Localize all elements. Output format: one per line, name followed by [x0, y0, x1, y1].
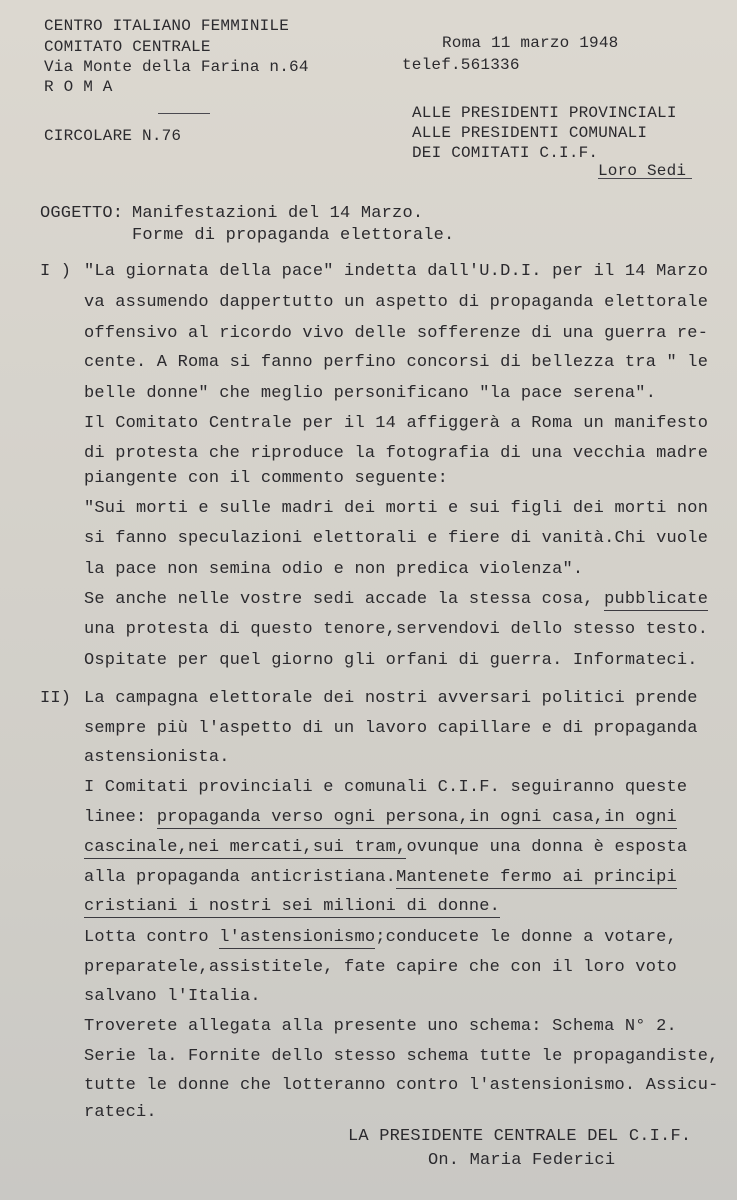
paragraph-line: Ospitate per quel giorno gli orfani di guerra. Informateci.: [84, 651, 698, 670]
paragraph-line: Il Comitato Centrale per il 14 affiggerà a Roma un manifesto: [84, 414, 709, 433]
text-run: ;conducete le donne a votare,: [375, 928, 677, 947]
paragraph-line: preparatele,assistitele, fate capire che con il loro voto: [84, 958, 677, 977]
paragraph-line: [84, 928, 677, 948]
recipient-line: ALLE PRESIDENTI COMUNALI: [412, 124, 648, 142]
paragraph-line: una protesta di questo tenore,servendovi dello stesso testo.: [84, 620, 709, 639]
recipients-location: Loro Sedi: [598, 162, 687, 180]
underlined-text: Mantenete fermo ai principi: [396, 868, 677, 887]
section-number: II): [40, 689, 72, 708]
text-run: alla propaganda anticristiana.: [84, 868, 397, 887]
paragraph-line: [84, 808, 677, 828]
signature-title: LA PRESIDENTE CENTRALE DEL C.I.F.: [348, 1127, 692, 1146]
paragraph-line: astensionista.: [84, 748, 230, 767]
paragraph-line: belle donne" che meglio personificano "la pace serena".: [84, 384, 657, 403]
underlined-text: propaganda verso ogni persona,in ogni casa,in ogni: [156, 808, 677, 827]
text-run: Lotta contro: [84, 928, 220, 947]
paragraph-line: va assumendo dappertutto un aspetto di propaganda elettorale: [84, 293, 709, 312]
circular-number: CIRCOLARE N.76: [44, 127, 182, 145]
address: Via Monte della Farina n.64: [44, 58, 309, 76]
text-run: ovunque una donna è esposta: [406, 838, 688, 857]
paragraph-line: I Comitati provinciali e comunali C.I.F. seguiranno queste: [84, 778, 688, 797]
paragraph-line: salvano l'Italia.: [84, 987, 261, 1006]
subject-label: OGGETTO:: [40, 204, 124, 223]
paragraph-line: di protesta che riproduce la fotografia di una vecchia madre: [84, 444, 709, 463]
section-number: I ): [40, 262, 72, 281]
date-place: Roma 11 marzo 1948: [442, 34, 619, 52]
subject-line: Manifestazioni del 14 Marzo.: [132, 204, 424, 223]
underlined-text: l'astensionismo: [219, 928, 376, 947]
paragraph-line: si fanno speculazioni elettorali e fiere di vanità.Chi vuole: [84, 529, 709, 548]
paragraph-line: la pace non semina odio e non predica violenza".: [84, 560, 584, 579]
divider: [158, 113, 210, 114]
paragraph-line: offensivo al ricordo vivo delle sofferenze di una guerra re-: [84, 324, 709, 343]
paragraph-line: piangente con il commento seguente:: [84, 469, 449, 488]
paragraph-line: Troverete allegata alla presente uno schema: Schema N° 2.: [84, 1017, 677, 1036]
paragraph-line: tutte le donne che lotteranno contro l'astensionismo. Assicu-: [84, 1076, 719, 1095]
underlined-text: cristiani i nostri sei milioni di donne.: [84, 897, 501, 916]
text-run: linee:: [84, 808, 157, 827]
underlined-text: cascinale,nei mercati,sui tram,: [84, 838, 407, 857]
telephone: telef.561336: [402, 56, 520, 74]
paragraph-line: [84, 590, 708, 610]
subject-line: Forme di propaganda elettorale.: [132, 226, 455, 245]
underlined-text: pubblicate: [604, 590, 709, 609]
paragraph-line: cente. A Roma si fanno perfino concorsi di bellezza tra " le: [84, 353, 709, 372]
paragraph-line: sempre più l'aspetto di un lavoro capillare e di propaganda: [84, 719, 698, 738]
paragraph-line: rateci.: [84, 1103, 157, 1122]
committee-name: COMITATO CENTRALE: [44, 38, 211, 56]
paragraph-line: "Sui morti e sulle madri dei morti e sui figli dei morti non: [84, 499, 709, 518]
text-run: Se anche nelle vostre sedi accade la stessa cosa,: [84, 590, 605, 609]
paragraph-line: [84, 838, 687, 858]
paragraph-line: [84, 868, 677, 888]
city: R O M A: [44, 78, 113, 96]
paragraph-line: La campagna elettorale dei nostri avversari politici prende: [84, 689, 698, 708]
paragraph-line: [84, 897, 500, 917]
divider: [598, 178, 692, 179]
paragraph-line: Serie la. Fornite dello stesso schema tutte le propagandiste,: [84, 1047, 719, 1066]
recipient-line: DEI COMITATI C.I.F.: [412, 144, 599, 162]
paragraph-line: "La giornata della pace" indetta dall'U.D.I. per il 14 Marzo: [84, 262, 709, 281]
recipient-line: ALLE PRESIDENTI PROVINCIALI: [412, 104, 677, 122]
signature-name: On. Maria Federici: [428, 1151, 616, 1170]
org-name: CENTRO ITALIANO FEMMINILE: [44, 17, 290, 35]
